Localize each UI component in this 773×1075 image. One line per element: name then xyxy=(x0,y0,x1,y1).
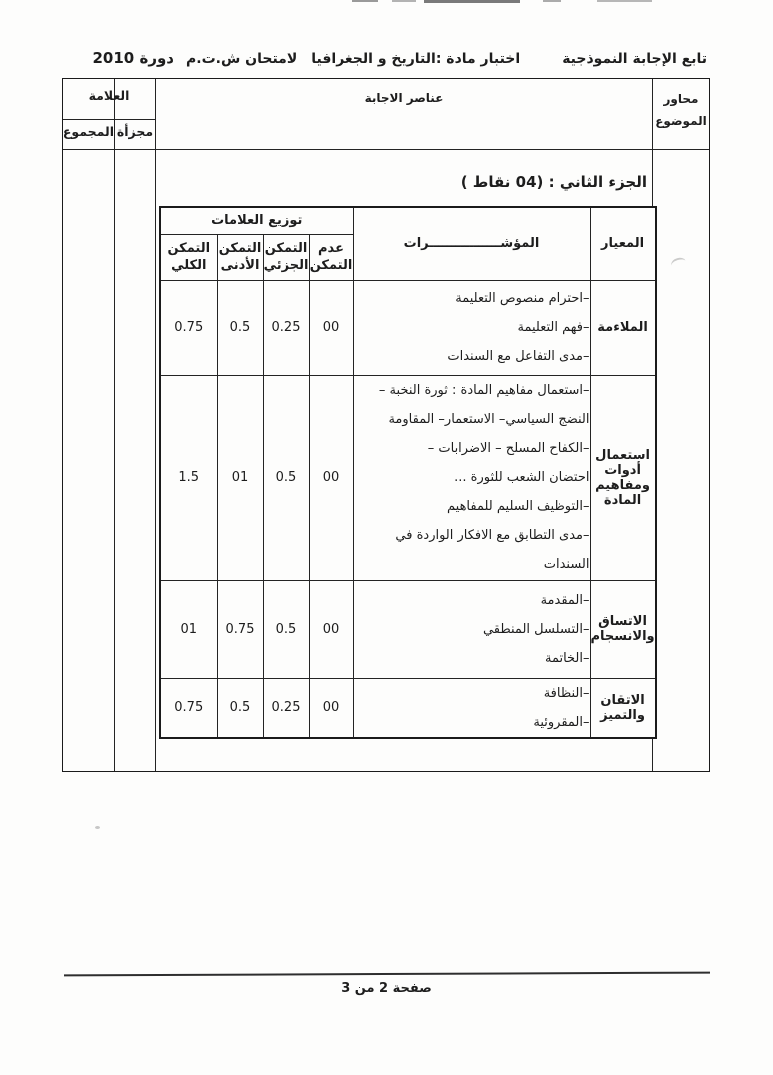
score-cell: 0.75 xyxy=(160,280,217,375)
score-cell: 0.75 xyxy=(217,580,263,678)
scoring-rubric-table xyxy=(159,206,657,739)
no-mastery-column-header: عدم التمكن xyxy=(309,234,353,280)
header-session-year-label: دورة 2010 xyxy=(92,49,174,67)
score-cell: 0.5 xyxy=(217,280,263,375)
table-horizontal-line xyxy=(63,149,709,150)
answer-elements-header: عناصر الاجابة xyxy=(364,91,444,105)
partial-mastery-column-header: التمكن الجزئي xyxy=(263,234,309,280)
header-exam-label: لامتحان ش.ت.م xyxy=(185,51,298,67)
criterion-cell: استعمال أدوات ومفاهيم المادة xyxy=(590,375,656,580)
score-cell: 0.75 xyxy=(160,678,217,738)
criterion-column-header: المعيار xyxy=(590,207,656,280)
score-cell: 0.5 xyxy=(263,580,309,678)
header-continuation-label: تابع الإجابة النموذجية xyxy=(562,51,707,67)
criterion-cell: الاتقان والتميز xyxy=(590,678,656,738)
indicators-cell: –النظافة –المقروئية xyxy=(353,678,590,738)
score-cell: 00 xyxy=(309,280,353,375)
mark-partial-subheader: مجزأة xyxy=(116,124,154,139)
score-cell: 0.5 xyxy=(217,678,263,738)
scan-edge-artifact xyxy=(543,0,561,2)
total-mastery-column-header: التمكن الكلي xyxy=(160,234,217,280)
rubric-row-presentation xyxy=(160,678,656,738)
scan-speck xyxy=(95,826,100,829)
scan-edge-artifact xyxy=(424,0,520,3)
score-cell: 00 xyxy=(309,678,353,738)
score-cell: 0.25 xyxy=(263,678,309,738)
indicators-cell: –احترام منصوص التعليمة –فهم التعليمة –مدى التفاعل مع السندات xyxy=(353,280,590,375)
mark-total-subheader: المجموع xyxy=(62,124,114,139)
rubric-row-coherence xyxy=(160,580,656,678)
scan-edge-artifact xyxy=(352,0,378,2)
criterion-cell: الملاءمة xyxy=(590,280,656,375)
table-horizontal-line xyxy=(63,119,156,120)
topic-axes-header: محاور الموضوع xyxy=(655,92,707,128)
score-cell: 00 xyxy=(309,375,353,580)
score-cell: 0.5 xyxy=(263,375,309,580)
indicators-column-header: المؤشــــــــــــــــرات xyxy=(353,207,590,280)
table-vertical-line xyxy=(114,79,115,771)
header-subject-label: اختبار مادة :التاريخ و الجغرافيا xyxy=(311,51,521,67)
score-cell: 01 xyxy=(217,375,263,580)
footer-rule xyxy=(64,972,710,976)
table-vertical-line xyxy=(155,79,156,771)
score-cell: 0.25 xyxy=(263,280,309,375)
part-two-heading: الجزء الثاني : (04 نقاط ) xyxy=(460,173,647,191)
criterion-cell: الاتساق والانسجام xyxy=(590,580,656,678)
page-number: صفحة 2 من 3 xyxy=(341,981,432,996)
document-header xyxy=(93,49,708,67)
indicators-cell: –استعمال مفاهيم المادة : ثورة النخبة – النضج السياسي– الاستعمار– المقاومة –الكفاح المسلح – الاضرابات – احتضان الشعب للثورة ... –التوظيف السليم للمفاهيم –مدى التطابق مع الافكار الواردة في السندات xyxy=(353,375,590,580)
marks-distribution-header: توزيع العلامات xyxy=(160,207,353,234)
score-cell: 01 xyxy=(160,580,217,678)
minimal-mastery-column-header: التمكن الأدنى xyxy=(217,234,263,280)
score-cell: 1.5 xyxy=(160,375,217,580)
rubric-row-concepts xyxy=(160,375,656,580)
rubric-row-relevance xyxy=(160,280,656,375)
answer-sheet-table xyxy=(62,78,710,772)
scan-edge-artifact xyxy=(392,0,416,2)
scan-edge-artifact xyxy=(597,0,652,2)
indicators-cell: –المقدمة –التسلسل المنطقي –الخاتمة xyxy=(353,580,590,678)
mark-column-header: العلامة xyxy=(88,88,130,103)
score-cell: 00 xyxy=(309,580,353,678)
